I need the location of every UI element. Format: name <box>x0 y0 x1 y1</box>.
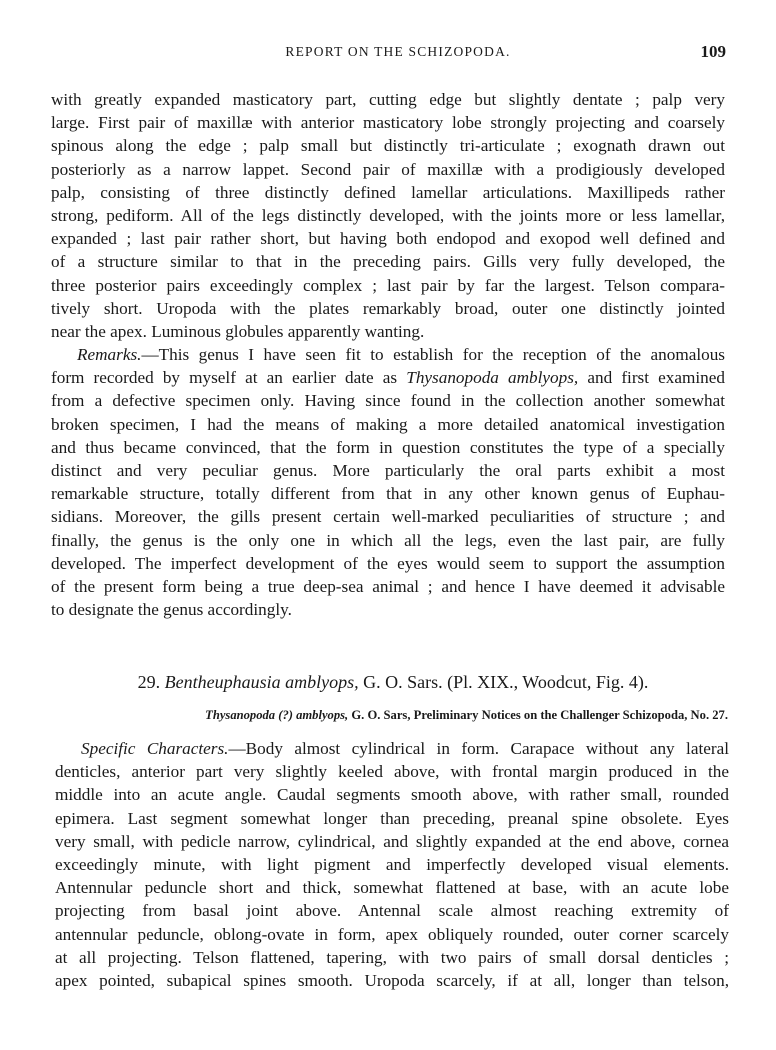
text-line: finally, the genus is the only one in which all the legs, even the last pair, are fully <box>51 530 725 550</box>
text-line: projecting from basal joint above. Antennal scale almost reaching extremity of <box>55 901 729 921</box>
text-line: spinous along the edge ; palp small but distinctly tri-articulate ; exognath drawn out <box>51 136 725 156</box>
text-line: large. First pair of maxillæ with anterior masticatory lobe strongly projecting and coarsely <box>51 113 725 133</box>
synonym-reference: G. O. Sars, Preliminary Notices on the Challenger Schizopoda, No. 27. <box>348 708 728 722</box>
specific-characters <box>55 737 729 992</box>
species-heading <box>0 672 776 693</box>
text-line: of the present form being a true deep-sea animal ; and hence I have deemed it advisable <box>51 576 725 596</box>
text-line: posteriorly as a narrow lappet. Second pair of maxillæ with a prodigiously developed <box>51 159 725 179</box>
text-line: remarkable structure, totally different from that in any other known genus of Euphau- <box>51 484 725 504</box>
text-fragment: form recorded by myself at an earlier date as <box>51 368 407 388</box>
remarks-line-2 <box>51 366 725 389</box>
specific-characters-first-line <box>55 737 729 760</box>
text-line: and thus became convinced, that the form in question constitutes the type of a specially <box>51 437 725 457</box>
text-line: broken specimen, I had the means of making a more detailed anatomical investigation <box>51 414 725 434</box>
text-line: antennular peduncle, oblong-ovate in form, apex obliquely rounded, outer corner scarcely <box>55 924 729 944</box>
species-authority: G. O. Sars. (Pl. XIX., Woodcut, Fig. 4). <box>358 672 649 692</box>
text-line: palp, consisting of three distinctly defined lamellar articulations. Maxillipeds rather <box>51 182 725 202</box>
text-line: distinct and very peculiar genus. More particularly the oral parts exhibit a most <box>51 461 725 480</box>
remarks-first-line-text: —This genus I have seen fit to establish for the reception of the anomalous <box>141 345 725 365</box>
text-line: very small, with pedicle narrow, cylindrical, and slightly expanded at the end above, cornea <box>55 831 729 851</box>
text-line: three posterior pairs exceedingly complex ; last pair by far the largest. Telson compara- <box>51 275 725 295</box>
text-line: at all projecting. Telson flattened, tapering, with two pairs of small dorsal denticles ; <box>55 947 729 967</box>
text-line: from a defective specimen only. Having since found in the collection another somewhat <box>51 391 725 411</box>
species-name: Bentheuphausia amblyops, <box>164 672 359 692</box>
text-line: with greatly expanded masticatory part, cutting edge but slightly dentate ; palp very <box>51 90 725 109</box>
remarks-label: Remarks. <box>77 345 142 365</box>
text-line: middle into an acute angle. Caudal segments smooth above, with rather small, rounded <box>55 785 729 805</box>
text-line: exceedingly minute, with light pigment and imperfectly developed visual elements. <box>55 854 729 874</box>
synonym-citation <box>142 708 728 723</box>
text-line: near the apex. Luminous globules apparently wanting. <box>51 321 425 341</box>
text-line: denticles, anterior part very slightly keeled above, with frontal margin produced in the <box>55 762 729 782</box>
text-line: epimera. Last segment somewhat longer than preceding, preanal spine obsolete. Eyes <box>55 808 729 828</box>
text-line: to designate the genus accordingly. <box>51 600 292 620</box>
specific-characters-first-line-text: —Body almost cylindrical in form. Carapace without any lateral <box>228 739 729 758</box>
specific-characters-label: Specific Characters. <box>81 739 229 758</box>
page-header <box>50 42 726 64</box>
text-fragment: and first examined <box>578 368 725 388</box>
text-line: tively short. Uropoda with the plates remarkably broad, outer one distinctly jointed <box>51 298 725 318</box>
synonym-name: Thysanopoda (?) amblyops, <box>205 708 349 722</box>
genus-description-continued <box>51 88 725 621</box>
text-line: strong, pediform. All of the legs distinctly developed, with the joints more or less lamellar, <box>51 205 725 225</box>
species-number: 29. <box>137 672 161 692</box>
text-line: developed. The imperfect development of the eyes would seem to support the assumption <box>51 553 725 573</box>
text-line: apex pointed, subapical spines smooth. Uropoda scarcely, if at all, longer than telson, <box>55 970 729 990</box>
text-line: sidians. Moreover, the gills present certain well-marked peculiarities of structure ; and <box>51 507 725 527</box>
page-number: 109 <box>700 42 726 61</box>
text-line: of a structure similar to that in the preceding pairs. Gills very fully developed, the <box>51 252 725 272</box>
taxon-name: Thysanopoda amblyops, <box>406 368 579 388</box>
remarks-first-line <box>51 343 725 366</box>
text-line: Antennular peduncle short and thick, somewhat flattened at base, with an acute lobe <box>55 878 729 898</box>
running-head: REPORT ON THE SCHIZOPODA. <box>285 44 511 59</box>
text-line: expanded ; last pair rather short, but having both endopod and exopod well defined and <box>51 229 725 249</box>
